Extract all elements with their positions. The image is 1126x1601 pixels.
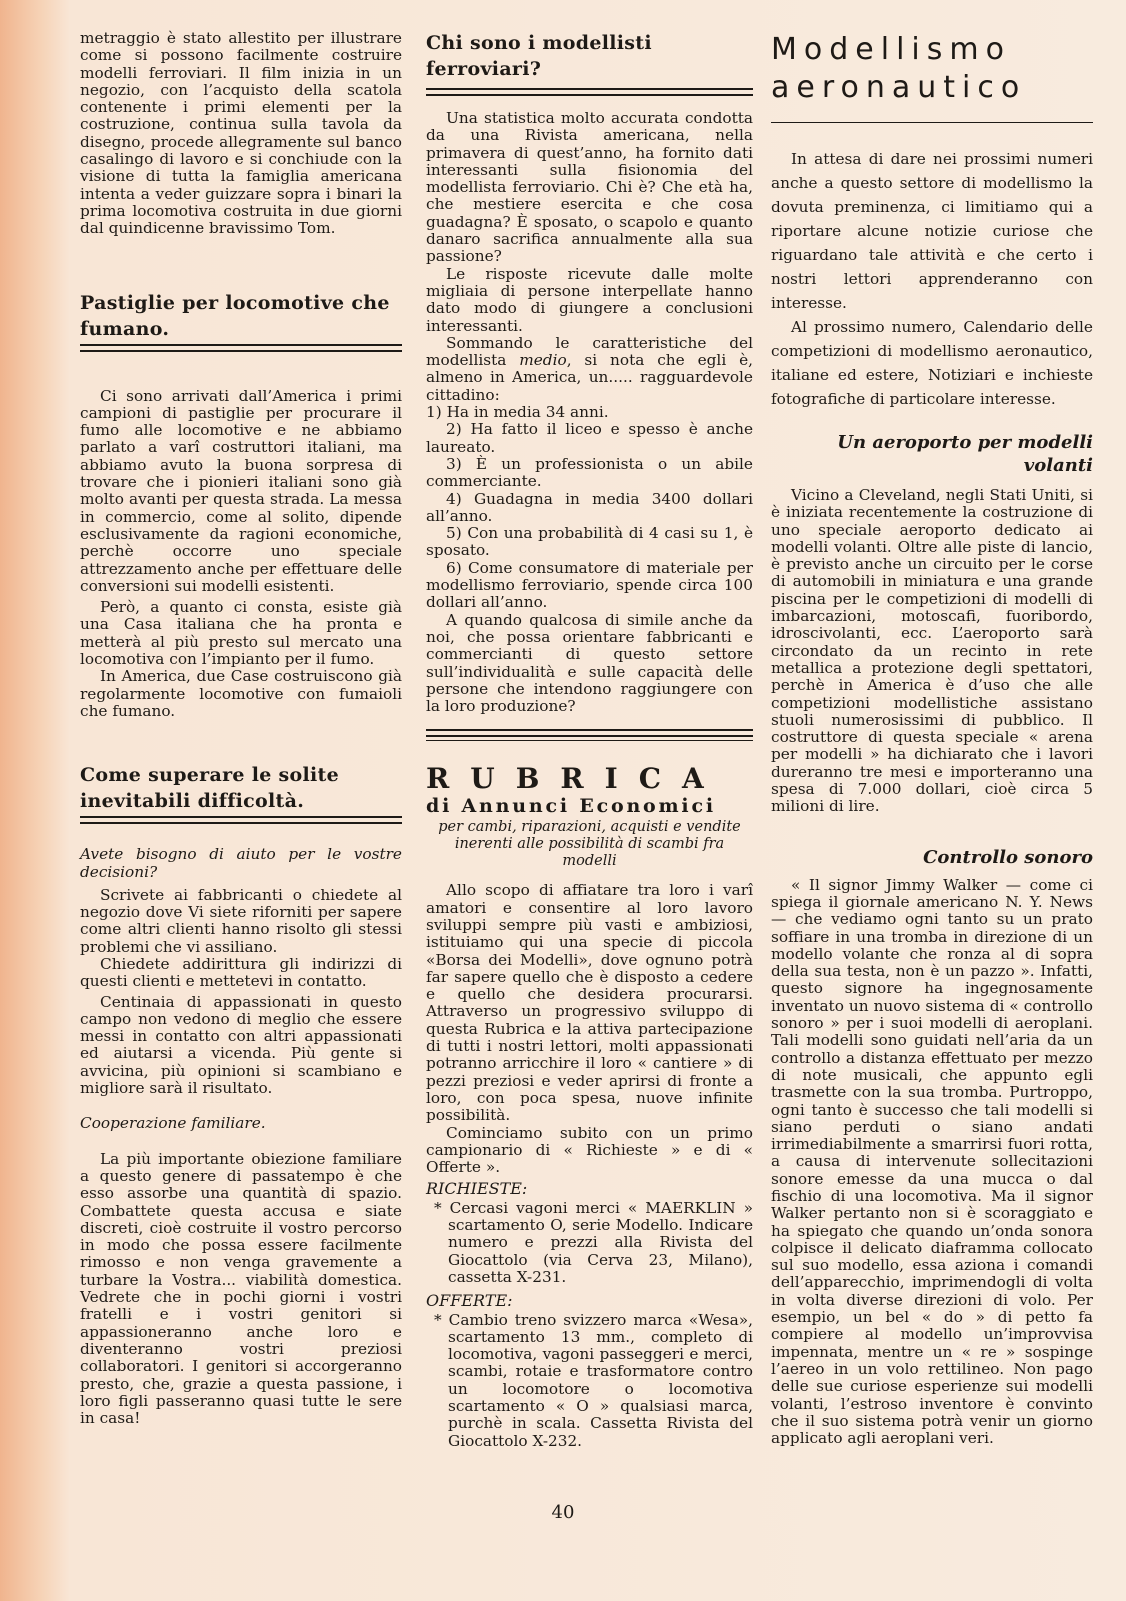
paragraph-chi-2: Le risposte ricevute dalle molte migliaia di persone interpellate hanno dato modo di giungere a conclusioni interessanti.	[426, 264, 753, 335]
list-item: 3) È un professionista o un abile commerciante.	[426, 454, 753, 491]
paragraph-difficolta-3: Centinaia di appassionati in questo campo non vedono di meglio che essere messi in contatto con altri appassionati ed aiutarsi a vicenda. Più gente si avvicina, più opinioni si scambiano e migliore sarà il risultato.	[80, 992, 402, 1098]
heading-aeroporto: Un aeroporto per modelli volanti	[837, 432, 1093, 476]
heading-chi-sono: Chi sono i modellisti ferroviari?	[426, 32, 652, 80]
heading-rule	[426, 88, 753, 96]
title-aeronautico: aeronautico	[771, 70, 1027, 105]
column-2	[426, 30, 753, 1450]
paragraph-cooperazione: La più importante obiezione familiare a questo genere di passatempo è che esso assorbe una quantità di spazio. Combattete questa accusa e siate discreti, cioè costruite il vostro percorso in modo che possa essere facilmente rimosso e non venga gravemente a turbare la Vostra... viabilità domestica. Vedrete che in pochi giorni i vostri fratelli e i vostri genitori si appassioneranno anche loro e diventeranno vostri preziosi collaboratori. I genitori si accorgeranno presto, che, grazie a questa passione, i loro figli passeranno quasi tutte le sere in casa!	[80, 1149, 402, 1428]
column-1	[80, 30, 402, 1427]
heading-rule	[80, 816, 402, 824]
list-item: 6) Come consumatore di materiale per modellismo ferroviario, spende circa 100 dollari all’anno.	[426, 558, 753, 612]
paragraph-aeroporto: Vicino a Cleveland, negli Stati Uniti, si è iniziata recentemente la costruzione di uno speciale aeroporto dedicato ai modelli volanti. Oltre alle piste di lancio, è previsto anche un circuito per le corse di automobili in miniatura e una grande piscina per le competizioni di modelli di imbarcazioni, motoscafi, fuoribordo, idroscivolanti, ecc. L’aeroporto sarà circondato da un recinto in rete metallica a protezione degli spettatori, perchè in America è d’uso che alle competizioni modellistiche assistano stuoli numerosissimi di pubblico. Il costruttore di questa speciale « arena per modelli » ha dichiarato che i lavori dureranno tre mesi e importeranno una spesa di 7.000 dollari, cioè circa 5 milioni di lire.	[771, 486, 1093, 816]
subheading-cooperazione: Cooperazione familiare.	[80, 1114, 266, 1133]
paragraph-intro-1: In attesa di dare nei prossimi numeri anche a questo settore di modellismo la dovuta preminenza, ci limitiamo qui a riportare alcune notizie curiose che riguardano tale attività e che certo i nostri lettori apprenderanno con interesse.	[771, 150, 1093, 312]
heading-pastiglie: Pastiglie per locomotive che fumano.	[80, 291, 390, 340]
page-number: 40	[551, 1502, 575, 1523]
richieste-item: * Cercasi vagoni merci « MAERKLIN » scartamento O, serie Modello. Indicare numero e prezzi alla Rivista del Giocattolo (via Cerva 23, Milano), cassetta X-231.	[434, 1198, 753, 1286]
paragraph-chi-3: Sommando le caratteristiche del modellista medio, si nota che egli è, almeno in America, un..... ragguardevole cittadino:	[426, 333, 754, 404]
column-3	[771, 30, 1093, 1447]
question-aiuto: Avete bisogno di aiuto per le vostre decisioni?	[80, 845, 402, 881]
heading-difficolta: Come superare le solite inevitabili difficoltà.	[80, 764, 340, 813]
paragraph-film: metraggio è stato allestito per illustrare come si possono facilmente costruire modelli ferroviari. Il film inizia in un negozio, con l’acquisto della scatola contenente i primi elementi per la costruzione, continua sulla tavola da disegno, procede allegramente sul banco casalingo di lavoro e si conchiude con la visione di tutta la famiglia americana intenta a veder guizzare sopra i binari la prima locomotiva costruita in due giorni dal quindicenne bravissimo Tom.	[80, 29, 402, 238]
star-icon: *	[434, 1310, 449, 1329]
paragraph-intro-2: Al prossimo numero, Calendario delle competizioni di modellismo aeronautico, italiane ed estere, Notiziari e inchieste fotografiche di particolare interesse.	[771, 318, 1093, 408]
statistics-list	[426, 404, 753, 612]
list-item: 2) Ha fatto il liceo e spesso è anche laureato.	[426, 420, 753, 456]
heading-rule	[80, 344, 402, 352]
offerte-item: * Cambio treno svizzero marca «Wesa», scartamento 13 mm., completo di locomotiva, vagoni passeggeri e merci, scambi, rotaie e trasformatore contro un locomotore o locomotiva scartamento « O » qualsiasi marca, purchè in scala. Cassetta Rivista del Giocattolo X-232.	[434, 1310, 753, 1450]
list-item: 4) Guadagna in media 3400 dollari all’anno.	[426, 489, 753, 525]
paragraph-rubrica-1: Allo scopo di affiatare tra loro i varî amatori e consentire al loro lavoro sviluppi sempre più vasti e ambiziosi, istituiamo qui una specie di piccola «Borsa dei Modelli», dove ognuno potrà far sapere quello che è disposto a cedere e quello che desidera procurarsi. Attraverso un progressivo sviluppo di questa Rubrica e la attiva partecipazione di tutti i nostri lettori, molti appassionati potranno arricchire il loro « cantiere » di pezzi preziosi e veder aprirsi di fronte a loro, con poca spesa, nuove infinite possibilità.	[426, 881, 753, 1125]
offerte-heading: OFFERTE:	[426, 1291, 513, 1311]
rubrica-title: RUBRICA	[426, 762, 725, 796]
paragraph-pastiglie-3: In America, due Case costruiscono già regolarmente locomotive con fumaioli che fumano.	[80, 667, 402, 720]
list-item: 5) Con una probabilità di 4 casi su 1, è sposato.	[426, 524, 753, 560]
richieste-heading: RICHIESTE:	[426, 1179, 528, 1199]
paragraph-difficolta-2: Chiedete addirittura gli indirizzi di questi clienti e mettetevi in contatto.	[80, 954, 402, 991]
list-item: 1) Ha in media 34 anni.	[426, 403, 609, 422]
paragraph-rubrica-2: Cominciamo subito con un primo campionario di « Richieste » e di « Offerte ».	[426, 1123, 753, 1177]
annunci-title: di Annunci Economici	[426, 795, 716, 818]
paragraph-controllo-sonoro: « Il signor Jimmy Walker — come ci spiega il giornale americano N. Y. News — che vediamo ogni tanto su un prato soffiare in una tromba in direzione di un modello volante che ronza al di sopra della sua testa, non è un pazzo ». Infatti, questo signore ha ingegnosamente inventato un nuovo sistema di « controllo sonoro » per i suoi modelli di aeroplani. Tali modelli sono guidati nell’aria da un controllo a distanza effettuato per mezzo di note musicali, che appunto egli trasmette con la sua tromba. Purtroppo, ogni tanto è successo che tali modelli si siano perduti o siano andati irrimediabilmente a smarrirsi fuori rotta, a causa di intervenute sollecitazioni sonore emesse da una mucca o dal fischio di una locomotiva. Ma il signor Walker pertanto non si è scoraggiato e ha spiegato che quando un’onda sonora colpisce il delicato diaframma collocato sul suo modello, essa aziona i comandi dell’apparecchio, imprimendogli di volta in volta diverse direzioni di volo. Per esempio, un bel « do » di petto fa compiere al modello un’improvvisa impennata, mentre un « re » sospinge l’aereo in un volo rettilineo. Non pago delle sue curiose esperienze sui modelli volanti, l’estroso inventore è convinto che il suo sistema potrà venir un giorno applicato agli aeroplani veri.	[771, 875, 1093, 1448]
paragraph-difficolta-1: Scrivete ai fabbricanti o chiedete al negozio dove Vi siete riforniti per sapere come altri clienti hanno risolto gli stessi problemi che vi assiliano.	[80, 885, 402, 956]
star-icon: *	[434, 1198, 450, 1217]
title-modellismo: Modellismo	[771, 32, 1011, 67]
paragraph-chi-1: Una statistica molto accurata condotta da una Rivista americana, nella primavera di quest’anno, ha fornito dati interessanti sulla fisionomia del modellista ferroviario. Chi è? Che età ha, che mestiere esercita e che cosa guadagna? È sposato, o scapolo e quanto danaro sacrifica annualmente alla sua passione?	[426, 109, 753, 266]
section-rule	[426, 729, 753, 737]
paragraph-pastiglie-2: Però, a quanto ci consta, esiste già una Casa italiana che ha pronta e metterà al più presto sul mercato una locomotiva con l’impianto per il fumo.	[80, 598, 402, 669]
heading-controllo-sonoro: Controllo sonoro	[923, 846, 1093, 868]
rubrica-subtitle: per cambi, riparazioni, acquisti e vendite inerenti alle possibilità di scambi fra modelli	[438, 819, 741, 870]
paragraph-chi-4: A quando qualcosa di simile anche da noi, che possa orientare fabbricanti e commercianti di questo settore sull’individualità e sulle capacità delle persone che intendono raggiungere con la loro produzione?	[426, 610, 753, 716]
paragraph-pastiglie-1: Ci sono arrivati dall’America i primi campioni di pastiglie per procurare il fumo alle locomotive e ne abbiamo parlato a varî costruttori italiani, ma abbiamo avuto la buona sorpresa di trovare che i pionieri italiani sono già molto avanti per questa strada. La messa in commercio, come al solito, dipende esclusivamente da ragioni economiche, perchè occorre uno speciale attrezzamento anche per effettuare delle conversioni sui modelli esistenti.	[80, 386, 402, 595]
